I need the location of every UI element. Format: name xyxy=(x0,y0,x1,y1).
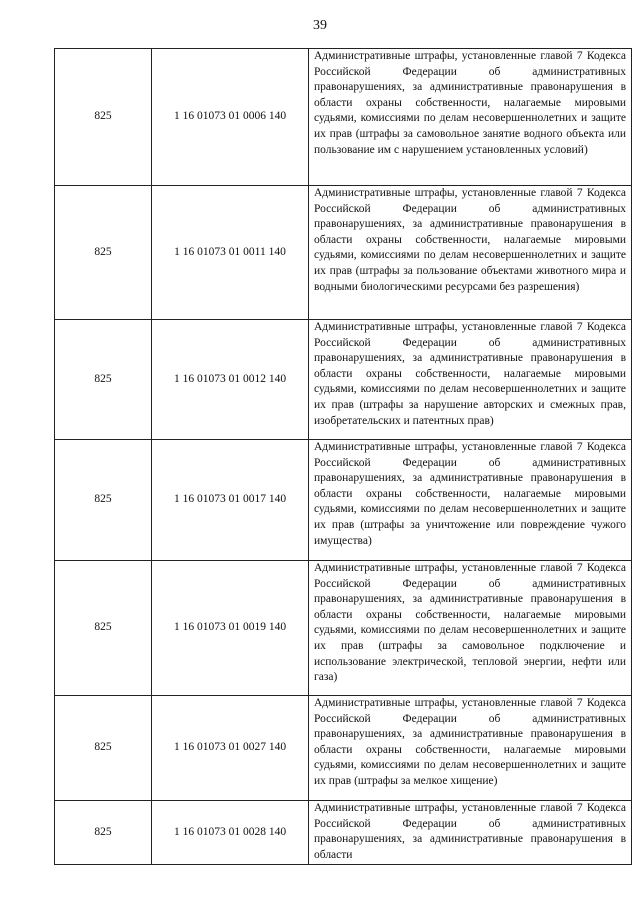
admin-code-cell: 825 xyxy=(55,440,152,561)
admin-code-cell: 825 xyxy=(55,801,152,865)
description-cell: Административные штрафы, установленные главой 7 Кодекса Российской Федерации об административных правонарушениях, за административные правонарушения в области охраны собственности, налагаемые мировыми судьями, комиссиями по делам несовершеннолетних и защите их прав (штрафы за самовольное занятие водного объекта или пользование им с нарушением установленных условий) xyxy=(309,49,632,186)
kbk-code-cell: 1 16 01073 01 0027 140 xyxy=(152,696,309,801)
description-cell: Административные штрафы, установленные главой 7 Кодекса Российской Федерации об административных правонарушениях, за административные правонарушения в области охраны собственности, налагаемые мировыми судьями, комиссиями по делам несовершеннолетних и защите их прав (штрафы за мелкое хищение) xyxy=(309,696,632,801)
description-cell: Административные штрафы, установленные главой 7 Кодекса Российской Федерации об административных правонарушениях, за административные правонарушения в области охраны собственности, налагаемые мировыми судьями, комиссиями по делам несовершеннолетних и защите их прав (штрафы за пользование объектами животного мира и водными биологическими ресурсами без разрешения) xyxy=(309,186,632,320)
table-row xyxy=(55,561,632,696)
description-text: Административные штрафы, установленные главой 7 Кодекса Российской Федерации об административных правонарушениях, за административные правонарушения в области xyxy=(314,802,626,861)
table-row xyxy=(55,440,632,561)
admin-code-cell: 825 xyxy=(55,49,152,186)
table-row xyxy=(55,320,632,440)
table-row xyxy=(55,49,632,186)
kbk-code-cell: 1 16 01073 01 0017 140 xyxy=(152,440,309,561)
kbk-code-cell: 1 16 01073 01 0006 140 xyxy=(152,49,309,186)
description-cell xyxy=(309,801,632,865)
kbk-code-cell: 1 16 01073 01 0028 140 xyxy=(152,801,309,865)
kbk-code-cell: 1 16 01073 01 0019 140 xyxy=(152,561,309,696)
admin-code-cell: 825 xyxy=(55,696,152,801)
description-cell: Административные штрафы, установленные главой 7 Кодекса Российской Федерации об административных правонарушениях, за административные правонарушения в области охраны собственности, налагаемые мировыми судьями, комиссиями по делам несовершеннолетних и защите их прав (штрафы за нарушение авторских и смежных прав, изобретательских и патентных прав) xyxy=(309,320,632,440)
table-row xyxy=(55,801,632,865)
admin-code-cell: 825 xyxy=(55,186,152,320)
description-cell: Административные штрафы, установленные главой 7 Кодекса Российской Федерации об административных правонарушениях, за административные правонарушения в области охраны собственности, налагаемые мировыми судьями, комиссиями по делам несовершеннолетних и защите их прав (штрафы за уничтожение или повреждение чужого имущества) xyxy=(309,440,632,561)
description-cell: Административные штрафы, установленные главой 7 Кодекса Российской Федерации об административных правонарушениях, за административные правонарушения в области охраны собственности, налагаемые мировыми судьями, комиссиями по делам несовершеннолетних и защите их прав (штрафы за самовольное подключение и использование электрической, тепловой энергии, нефти или газа) xyxy=(309,561,632,696)
table-row xyxy=(55,186,632,320)
table-row xyxy=(55,696,632,801)
budget-codes-table xyxy=(54,48,632,865)
admin-code-cell: 825 xyxy=(55,320,152,440)
admin-code-cell: 825 xyxy=(55,561,152,696)
kbk-code-cell: 1 16 01073 01 0012 140 xyxy=(152,320,309,440)
kbk-code-cell: 1 16 01073 01 0011 140 xyxy=(152,186,309,320)
page-number: 39 xyxy=(313,18,327,33)
